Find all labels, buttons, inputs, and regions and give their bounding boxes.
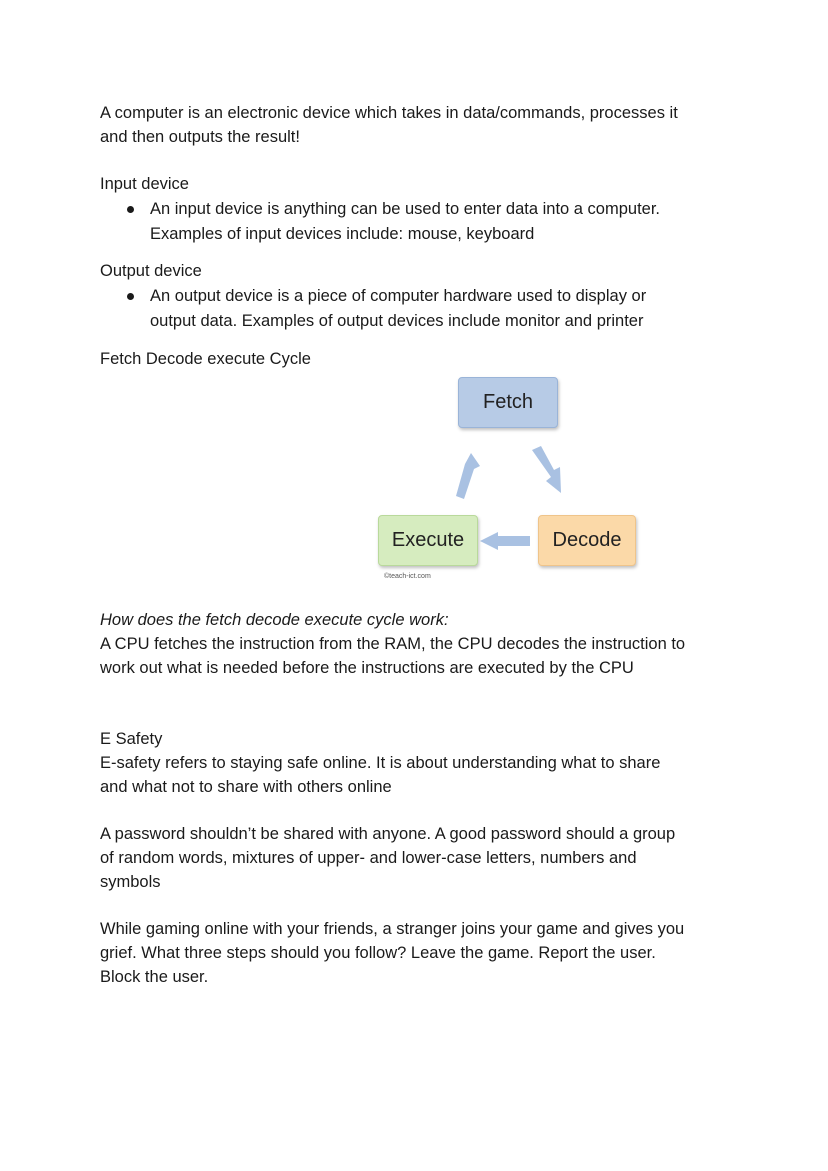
esafety-p1-line-2: and what not to share with others online xyxy=(100,778,392,796)
output-device-list xyxy=(100,284,720,334)
esafety-p2-line-1: A password shouldn’t be shared with anyone. A good password should a group xyxy=(100,825,676,843)
bullet-icon xyxy=(127,206,134,213)
fetch-box: Fetch xyxy=(458,377,558,428)
esafety-paragraph-2 xyxy=(100,822,740,894)
esafety-paragraph-1 xyxy=(100,751,740,799)
cycle-heading: Fetch Decode execute Cycle xyxy=(100,350,311,368)
fetch-decode-execute-diagram xyxy=(370,370,650,590)
cycle-explanation xyxy=(100,608,740,680)
esafety-p3-line-2: grief. What three steps should you follow? Leave the game. Report the user. xyxy=(100,944,656,962)
intro-line-2: and then outputs the result! xyxy=(100,128,300,146)
esafety-p1-line-1: E-safety refers to staying safe online. It is about understanding what to share xyxy=(100,754,661,772)
esafety-p2-line-3: symbols xyxy=(100,873,161,891)
decode-box: Decode xyxy=(538,515,636,566)
arrow-left-icon xyxy=(480,532,530,550)
input-device-heading: Input device xyxy=(100,175,189,193)
output-bullet-line-1: An output device is a piece of computer hardware used to display or xyxy=(150,287,647,305)
list-item xyxy=(100,284,720,334)
cycle-answer-line-1: A CPU fetches the instruction from the RAM, the CPU decodes the instruction to xyxy=(100,635,686,653)
esafety-heading: E Safety xyxy=(100,730,163,748)
output-bullet-line-2: output data. Examples of output devices include monitor and printer xyxy=(150,312,644,330)
intro-line-1: A computer is an electronic device which takes in data/commands, processes it xyxy=(100,104,678,122)
esafety-p3-line-1: While gaming online with your friends, a stranger joins your game and gives you xyxy=(100,920,685,938)
cycle-answer-line-2: work out what is needed before the instructions are executed by the CPU xyxy=(100,659,634,677)
input-bullet-line-2: Examples of input devices include: mouse, keyboard xyxy=(150,225,535,243)
input-bullet-line-1: An input device is anything can be used to enter data into a computer. xyxy=(150,200,661,218)
intro-paragraph xyxy=(100,101,740,149)
arrow-down-icon xyxy=(532,446,561,493)
list-item xyxy=(100,197,720,247)
diagram-credit: ©teach-ict.com xyxy=(384,573,431,580)
arrow-up-icon xyxy=(456,453,480,499)
output-device-heading: Output device xyxy=(100,262,202,280)
input-device-list xyxy=(100,197,720,247)
bullet-icon xyxy=(127,293,134,300)
execute-box: Execute xyxy=(378,515,478,566)
cycle-question: How does the fetch decode execute cycle work: xyxy=(100,611,449,629)
esafety-p3-line-3: Block the user. xyxy=(100,968,209,986)
esafety-paragraph-3 xyxy=(100,917,740,989)
esafety-p2-line-2: of random words, mixtures of upper- and lower-case letters, numbers and xyxy=(100,849,637,867)
